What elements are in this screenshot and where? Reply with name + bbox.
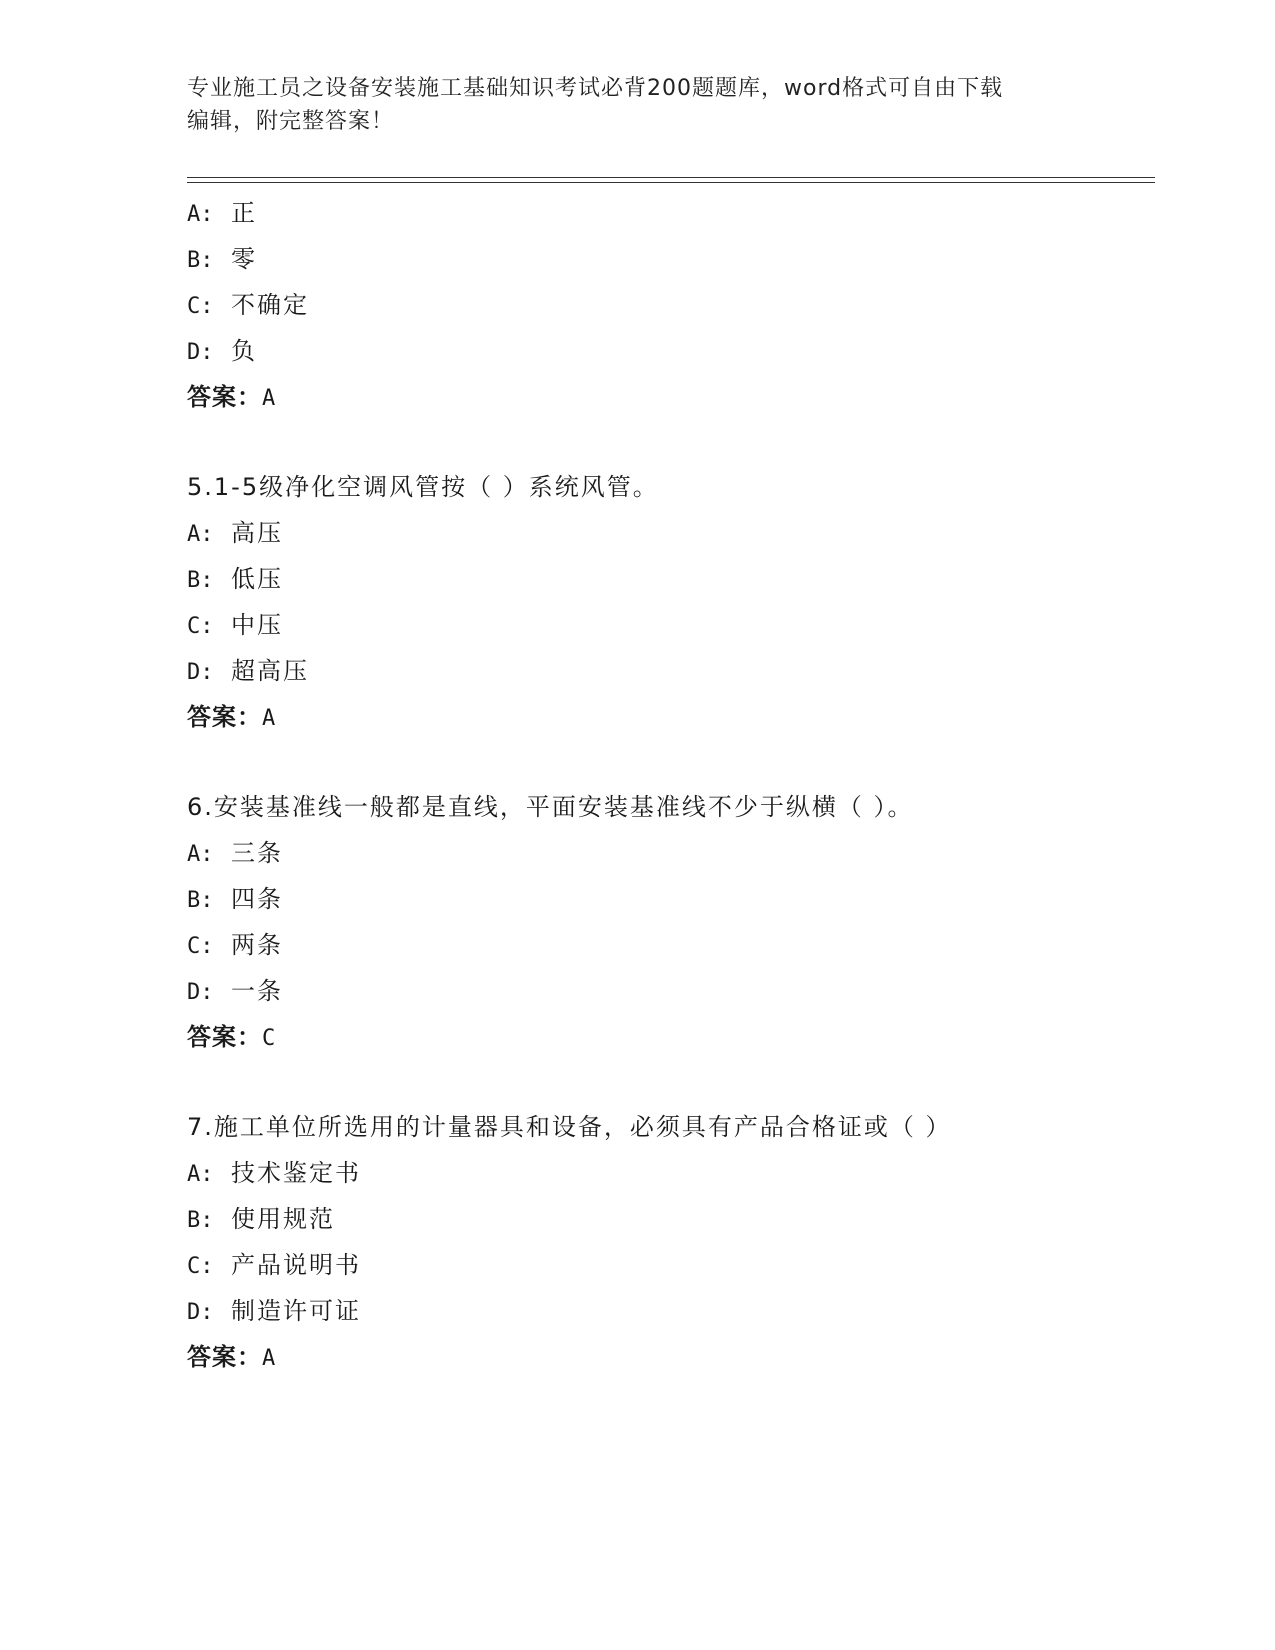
- option-text: 超高压: [231, 657, 309, 685]
- option-d: [187, 328, 1147, 374]
- option-key: D:: [187, 980, 214, 1005]
- option-text: 制造许可证: [231, 1297, 361, 1325]
- option-text: 中压: [231, 611, 283, 639]
- option-a: [187, 1150, 1147, 1196]
- header-divider-top: [187, 177, 1155, 178]
- option-text: 低压: [231, 565, 283, 593]
- question-list: [187, 190, 1147, 1380]
- option-key: A:: [187, 202, 214, 227]
- option-text: 技术鉴定书: [231, 1159, 361, 1187]
- option-text: 高压: [231, 519, 283, 547]
- question-block: [187, 784, 1147, 1060]
- answer-label: 答案：: [187, 703, 262, 731]
- header-line-2: 编辑，附完整答案！: [187, 109, 395, 134]
- option-d: [187, 648, 1147, 694]
- option-text: 正: [231, 199, 257, 227]
- option-text: 四条: [231, 885, 283, 913]
- option-d: [187, 968, 1147, 1014]
- question-title: 6.安装基准线一般都是直线，平面安装基准线不少于纵横（ ）。: [187, 793, 914, 821]
- option-key: D:: [187, 660, 214, 685]
- option-a: [187, 190, 1147, 236]
- question-block: [187, 464, 1147, 740]
- answer-value: C: [262, 1026, 278, 1051]
- option-b: [187, 876, 1147, 922]
- option-key: C:: [187, 294, 214, 319]
- option-key: D:: [187, 1300, 214, 1325]
- option-b: [187, 236, 1147, 282]
- question-title: 7.施工单位所选用的计量器具和设备，必须具有产品合格证或（ ）: [187, 1113, 952, 1141]
- option-key: B:: [187, 1208, 214, 1233]
- option-text: 零: [231, 245, 257, 273]
- option-a: [187, 510, 1147, 556]
- option-b: [187, 556, 1147, 602]
- option-c: [187, 282, 1147, 328]
- option-text: 使用规范: [231, 1205, 335, 1233]
- answer-value: A: [262, 386, 278, 411]
- option-c: [187, 922, 1147, 968]
- option-text: 三条: [231, 839, 283, 867]
- answer-value: A: [262, 1346, 278, 1371]
- option-key: A:: [187, 522, 214, 547]
- option-key: C:: [187, 1254, 214, 1279]
- option-b: [187, 1196, 1147, 1242]
- option-key: C:: [187, 614, 214, 639]
- answer-line: [187, 694, 1147, 740]
- option-d: [187, 1288, 1147, 1334]
- option-text: 负: [231, 337, 257, 365]
- answer-value: A: [262, 706, 278, 731]
- option-c: [187, 1242, 1147, 1288]
- question-title: 5.1-5级净化空调风管按（ ）系统风管。: [187, 473, 659, 501]
- answer-line: [187, 1014, 1147, 1060]
- question-block: [187, 190, 1147, 420]
- option-key: B:: [187, 248, 214, 273]
- question-block: [187, 1104, 1147, 1380]
- answer-label: 答案：: [187, 383, 262, 411]
- option-key: D:: [187, 340, 214, 365]
- answer-label: 答案：: [187, 1023, 262, 1051]
- option-key: A:: [187, 1162, 214, 1187]
- option-key: B:: [187, 888, 214, 913]
- document-header: [187, 72, 1087, 138]
- option-key: A:: [187, 842, 214, 867]
- option-text: 产品说明书: [231, 1251, 361, 1279]
- option-a: [187, 830, 1147, 876]
- option-c: [187, 602, 1147, 648]
- header-divider-bottom: [187, 182, 1155, 183]
- answer-label: 答案：: [187, 1343, 262, 1371]
- option-key: C:: [187, 934, 214, 959]
- answer-line: [187, 1334, 1147, 1380]
- option-text: 一条: [231, 977, 283, 1005]
- option-text: 不确定: [231, 291, 309, 319]
- option-key: B:: [187, 568, 214, 593]
- answer-line: [187, 374, 1147, 420]
- header-line-1: 专业施工员之设备安装施工基础知识考试必背200题题库，word格式可自由下载: [187, 76, 1004, 101]
- option-text: 两条: [231, 931, 283, 959]
